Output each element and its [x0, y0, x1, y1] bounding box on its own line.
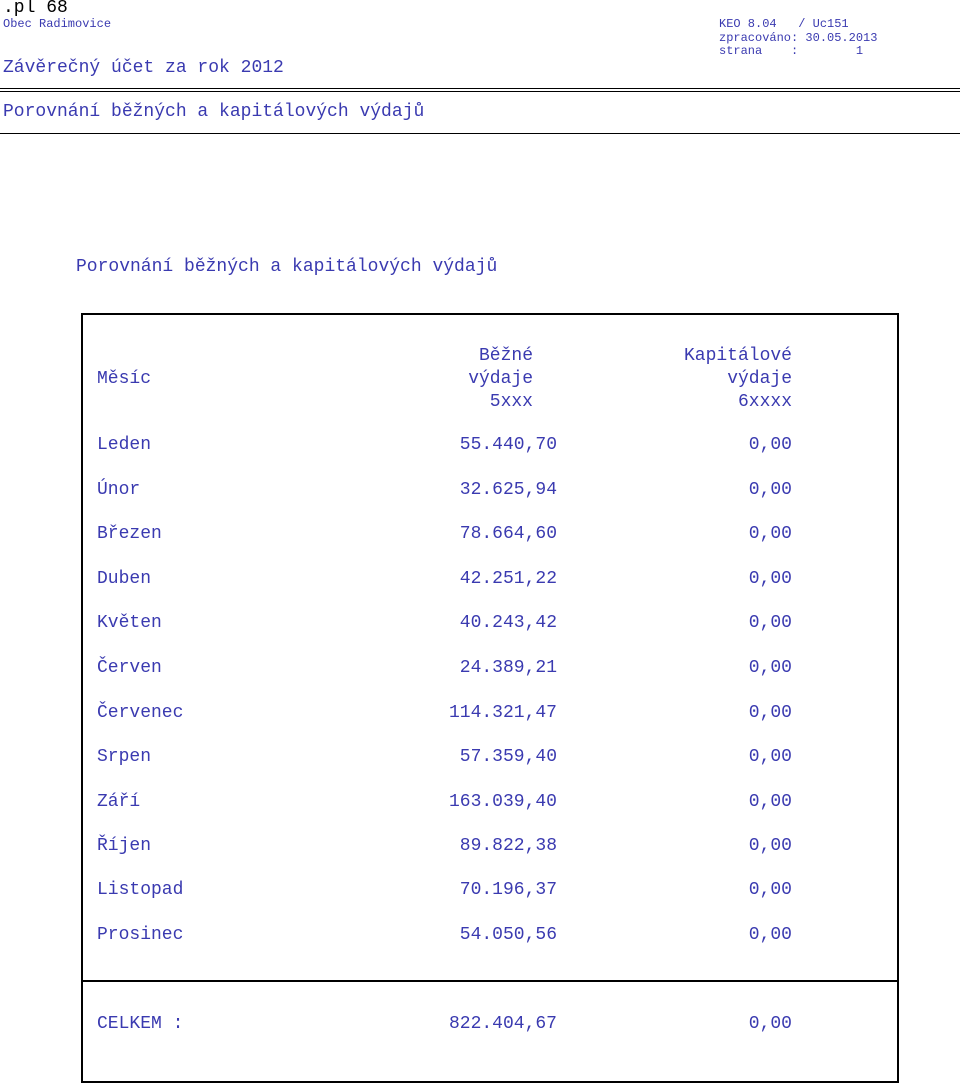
row-month: Září	[97, 792, 141, 812]
row-capital: 0,00	[748, 703, 792, 723]
row-month: Únor	[97, 480, 141, 500]
header-capital-line1: Kapitálové	[683, 346, 792, 366]
section-rule	[0, 133, 960, 134]
row-month: Březen	[97, 524, 162, 544]
processed-date: zpracováno: 30.05.2013	[719, 31, 878, 45]
row-month: Červenec	[97, 703, 184, 723]
row-capital: 0,00	[748, 569, 792, 589]
row-current: 40.243,42	[459, 613, 557, 633]
row-capital: 0,00	[748, 524, 792, 544]
row-capital: 0,00	[748, 792, 792, 812]
row-month: Duben	[97, 569, 152, 589]
row-capital: 0,00	[748, 480, 792, 500]
report-title: Závěrečný účet za rok 2012	[3, 58, 284, 78]
header-capital-line2: výdaje	[727, 369, 792, 389]
row-current: 163.039,40	[448, 792, 557, 812]
organization-name: Obec Radimovice	[3, 17, 112, 31]
row-current: 114.321,47	[448, 703, 557, 723]
row-month: Červen	[97, 658, 162, 678]
row-current: 42.251,22	[459, 569, 557, 589]
row-month: Srpen	[97, 747, 152, 767]
row-current: 70.196,37	[459, 880, 557, 900]
row-current: 78.664,60	[459, 524, 557, 544]
pl-directive: .pl 68	[3, 0, 68, 18]
row-month: Leden	[97, 435, 152, 455]
row-capital: 0,00	[748, 613, 792, 633]
row-month: Listopad	[97, 880, 184, 900]
row-capital: 0,00	[748, 836, 792, 856]
row-capital: 0,00	[748, 658, 792, 678]
row-capital: 0,00	[748, 880, 792, 900]
header-rule-bottom	[0, 91, 960, 92]
row-capital: 0,00	[748, 925, 792, 945]
header-current-line3: 5xxx	[489, 392, 533, 412]
row-month: Prosinec	[97, 925, 184, 945]
report-code: KEO 8.04 / Uc151	[719, 17, 849, 31]
row-month: Květen	[97, 613, 162, 633]
row-capital: 0,00	[748, 435, 792, 455]
row-current: 54.050,56	[459, 925, 557, 945]
total-current: 822.404,67	[448, 1014, 557, 1034]
row-current: 89.822,38	[459, 836, 557, 856]
row-current: 24.389,21	[459, 658, 557, 678]
page-number: strana : 1	[719, 44, 864, 58]
header-rule-top	[0, 88, 960, 89]
header-capital-line3: 6xxxx	[737, 392, 792, 412]
total-label: CELKEM :	[97, 1014, 184, 1034]
row-current: 55.440,70	[459, 435, 557, 455]
header-current-line1: Běžné	[478, 346, 533, 366]
row-current: 57.359,40	[459, 747, 557, 767]
row-current: 32.625,94	[459, 480, 557, 500]
header-current-line2: výdaje	[468, 369, 533, 389]
total-divider	[81, 980, 899, 982]
section-title: Porovnání běžných a kapitálových výdajů	[3, 102, 425, 122]
table-frame	[81, 313, 899, 1083]
row-month: Říjen	[97, 836, 152, 856]
total-capital: 0,00	[748, 1014, 792, 1034]
table-caption: Porovnání běžných a kapitálových výdajů	[76, 257, 498, 277]
row-capital: 0,00	[748, 747, 792, 767]
header-month: Měsíc	[97, 369, 152, 389]
